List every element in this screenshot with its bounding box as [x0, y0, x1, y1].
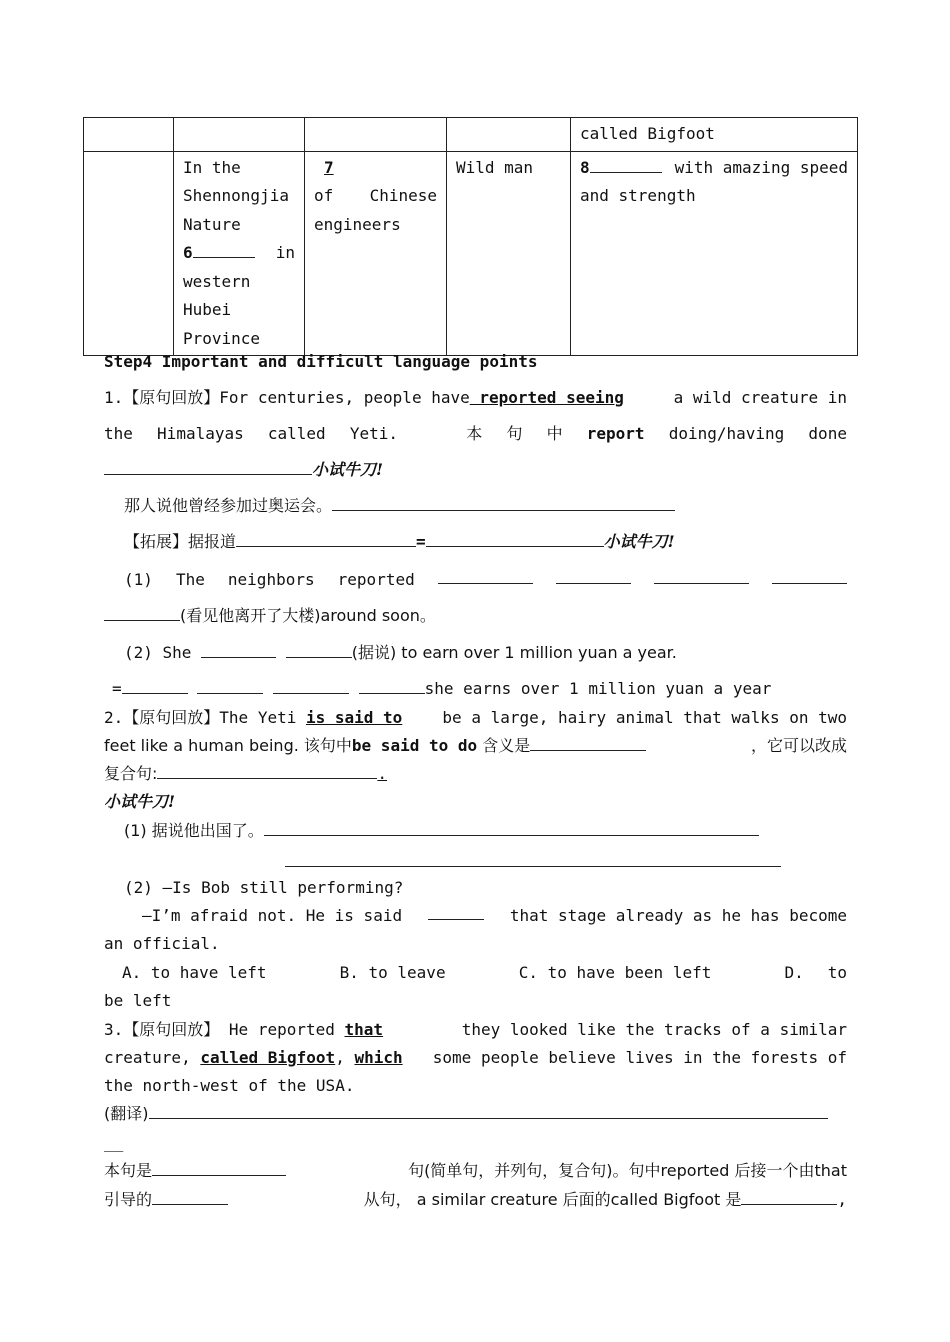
cell-text: engineers — [314, 214, 401, 234]
answer-blank[interactable] — [149, 1101, 828, 1119]
table-cell — [571, 118, 858, 152]
answer-blank[interactable] — [590, 155, 662, 173]
point3-line2: creature, called Bigfoot, which some people believe lives in the forests of — [104, 1048, 847, 1067]
answer-blank[interactable] — [152, 1158, 286, 1176]
answer-blank[interactable] — [104, 603, 180, 621]
answer-blank[interactable] — [273, 676, 349, 694]
cell-text: Province — [183, 328, 261, 348]
point3-line3: the north-west of the USA. — [104, 1076, 355, 1095]
key-phrase: reported seeing — [469, 388, 624, 407]
cell-text: western — [183, 271, 251, 291]
cell-text: of — [314, 186, 334, 205]
point2-q2-cont: an official. — [104, 934, 220, 953]
point2-options-cont: be left — [104, 991, 172, 1010]
table-cell-discoverer — [305, 151, 447, 356]
option-b[interactable]: B. to leave — [339, 963, 446, 982]
table-cell — [84, 118, 174, 152]
cell-text: Hubei — [183, 300, 232, 319]
cell-text: Wild man — [456, 157, 534, 177]
table-row — [84, 151, 858, 356]
answer-line[interactable] — [285, 866, 781, 867]
answer-blank[interactable] — [359, 676, 425, 694]
answer-blank[interactable] — [122, 676, 188, 694]
answer-blank[interactable] — [426, 529, 604, 547]
table-cell — [447, 118, 571, 152]
option-a[interactable]: A. to have left — [122, 963, 267, 982]
point1-line3 — [104, 456, 847, 484]
answer-blank[interactable] — [332, 493, 675, 511]
answer-blank[interactable] — [438, 566, 533, 584]
answer-blank[interactable] — [157, 761, 377, 779]
answer-blank[interactable] — [286, 640, 352, 658]
answer-blank[interactable] — [264, 818, 759, 836]
answer-blank[interactable] — [193, 240, 255, 258]
cell-text: Shennongjia — [183, 186, 289, 205]
cell-text: In the — [183, 157, 241, 177]
answer-blank[interactable] — [236, 529, 416, 547]
point2-line2: feet like a human being. 该句中be said to do 含义是 ，它可以改成 — [104, 732, 847, 760]
table-row — [84, 118, 858, 152]
table-cell-name — [447, 151, 571, 356]
table-cell-location — [174, 151, 305, 356]
answer-blank[interactable] — [654, 566, 749, 584]
answer-blank[interactable] — [428, 902, 484, 920]
blank-number: 8 — [580, 157, 590, 177]
point3-dash: __ — [104, 1133, 124, 1152]
option-d[interactable]: D. to — [784, 963, 847, 982]
cell-text: called Bigfoot — [580, 124, 715, 143]
table-cell — [174, 118, 305, 152]
answer-blank[interactable] — [197, 676, 263, 694]
key-word: which — [354, 1048, 403, 1067]
exercise1-line2: (看见他离开了大楼)around soon。 — [104, 602, 847, 630]
exercise1-line1: (1) The neighbors reported — [124, 566, 847, 594]
point1-line2: the Himalayas called Yeti. 本 句 中 report doing/having done — [104, 424, 847, 443]
cell-text: in — [275, 243, 295, 262]
cell-text: and strength — [580, 186, 696, 205]
point2-options — [122, 959, 847, 987]
point1-translation: 那人说他曾经参加过奥运会。 — [124, 492, 844, 520]
point2-q1: (1) 据说他出国了。 — [124, 817, 867, 845]
exercise2-line2: = she earns over 1 million yuan a year — [112, 675, 855, 703]
point2-line3: 复合句: . — [104, 760, 847, 788]
answer-blank[interactable] — [152, 1187, 228, 1205]
table-cell — [84, 151, 174, 356]
creature-table — [83, 117, 858, 356]
cell-text: Chinese — [369, 186, 437, 205]
answer-blank[interactable] — [772, 566, 847, 584]
table-cell — [305, 118, 447, 152]
answer-blank[interactable] — [201, 640, 276, 658]
point3-line1: 3.【原句回放】 He reported that they looked like the tracks of a similar — [104, 1020, 847, 1039]
cell-text: with amazing speed — [674, 157, 848, 177]
point2-line1: 2.【原句回放】The Yeti is said to be a large, hairy animal that walks on two — [104, 708, 847, 727]
key-phrase: is said to — [305, 708, 403, 727]
answer-blank[interactable] — [556, 566, 631, 584]
try-label: 小试牛刀! — [312, 460, 384, 479]
cell-blank-line[interactable] — [183, 239, 295, 268]
blank-number: 6 — [183, 243, 193, 262]
point3-line5: 本句是 句(简单句，并列句，复合句)。句中reported 后接一个由that — [104, 1157, 847, 1185]
key-word: that — [344, 1020, 384, 1039]
option-c[interactable]: C. to have been left — [518, 963, 712, 982]
point2-try: 小试牛刀! — [104, 792, 176, 811]
table-cell-description — [571, 151, 858, 356]
answer-blank[interactable] — [530, 733, 646, 751]
point1-extension: 【拓展】据报道 = 小试牛刀! — [124, 528, 844, 556]
key-phrase: called Bigfoot — [200, 1048, 336, 1067]
point3-translate: (翻译) — [104, 1100, 847, 1128]
cell-text: Nature — [183, 214, 241, 234]
point1-line1: 1.【原句回放】For centuries, people have reported seeing a wild creature in — [104, 388, 847, 407]
point3-line6: 引导的 从句， a similar creature 后面的called Bigfoot 是 , — [104, 1186, 847, 1214]
point2-q2: (2) —Is Bob still performing? — [124, 878, 404, 897]
point2-q2-answer: —I’m afraid not. He is said that stage already as he has become — [142, 902, 847, 930]
exercise2-line1: (2) She (据说) to earn over 1 million yuan a year. — [124, 639, 867, 667]
answer-blank[interactable] — [104, 457, 312, 475]
answer-blank[interactable] — [741, 1187, 837, 1205]
blank-number[interactable]: 7 — [324, 157, 334, 177]
step-heading: Step4 Important and difficult language points — [104, 352, 538, 371]
